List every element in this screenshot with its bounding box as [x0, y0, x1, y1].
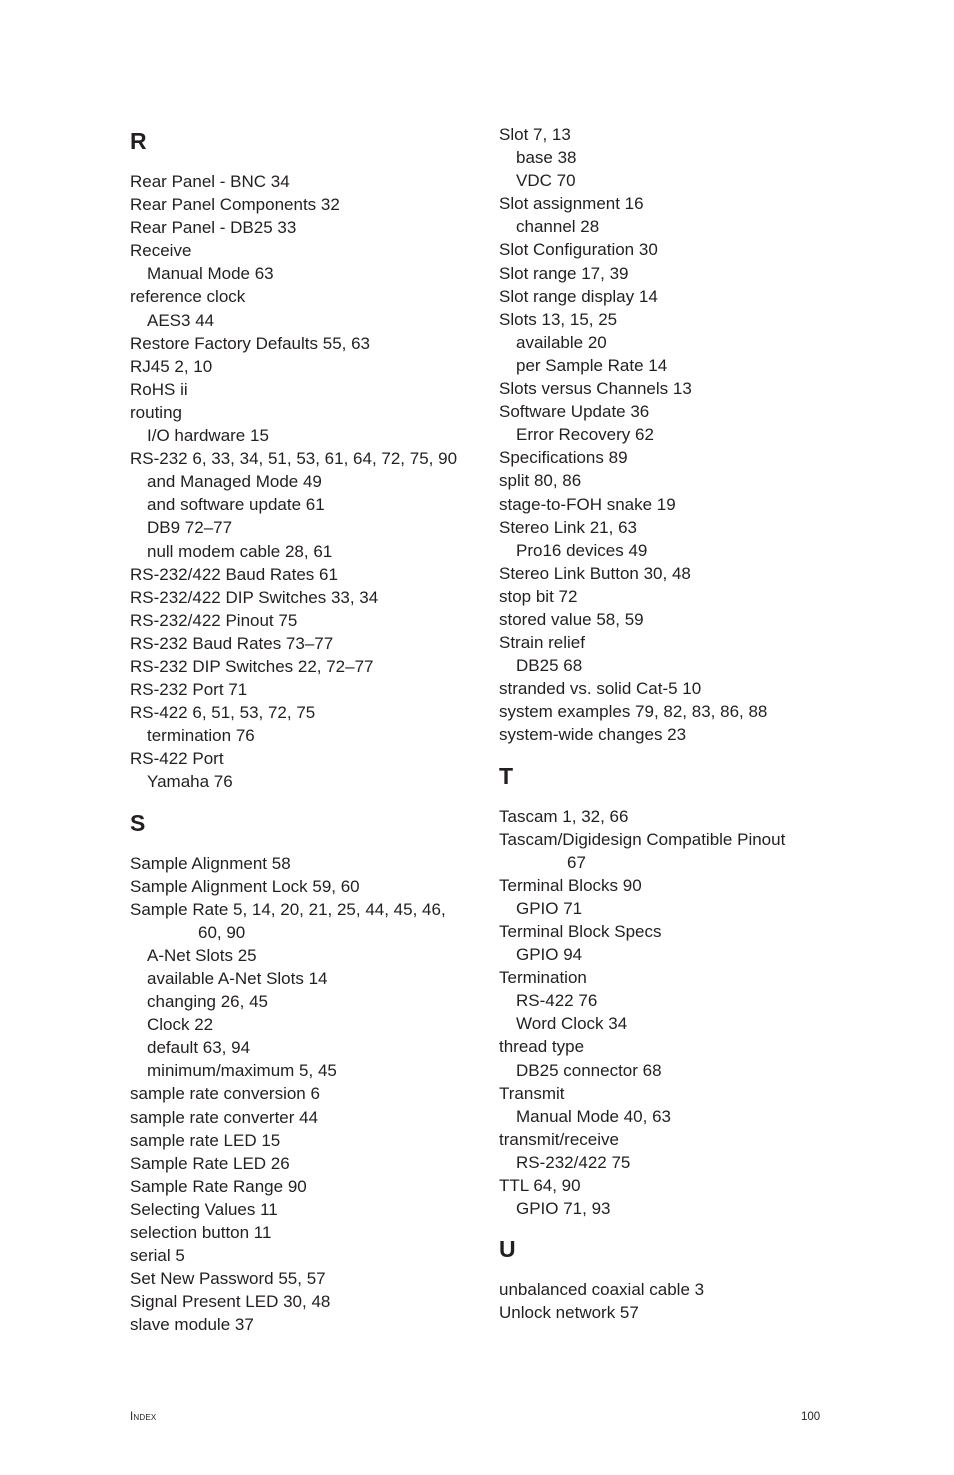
index-entry: Restore Factory Defaults 55, 63 [130, 333, 371, 353]
index-entry: transmit/receive [499, 1129, 619, 1149]
index-entry: Tascam 1, 32, 66 [499, 806, 629, 826]
index-subentry: minimum/maximum 5, 45 [147, 1061, 337, 1081]
index-entry: system examples 79, 82, 83, 86, 88 [499, 702, 768, 722]
index-subentry: RS-422 76 [516, 991, 598, 1011]
index-subentry: Clock 22 [147, 1015, 214, 1035]
index-entry: stranded vs. solid Cat-5 10 [499, 679, 702, 699]
index-subentry: default 63, 94 [147, 1038, 251, 1058]
index-entry: Sample Rate LED 26 [130, 1153, 290, 1173]
index-entry: Slot range 17, 39 [499, 263, 629, 283]
index-entry: RS-232 Baud Rates 73–77 [130, 633, 334, 653]
index-entry: stage-to-FOH snake 19 [499, 494, 676, 514]
index-entry: serial 5 [130, 1246, 185, 1266]
index-entry: Slot assignment 16 [499, 194, 644, 214]
section-letter-heading: U [499, 1236, 516, 1263]
index-entry: system-wide changes 23 [499, 725, 687, 745]
index-subentry: channel 28 [516, 217, 600, 237]
index-entry: Transmit [499, 1083, 565, 1103]
index-entry: sample rate LED 15 [130, 1130, 281, 1150]
index-entry: RJ45 2, 10 [130, 356, 213, 376]
index-entry: Slots versus Channels 13 [499, 379, 692, 399]
index-entry: sample rate conversion 6 [130, 1084, 320, 1104]
index-entry: TTL 64, 90 [499, 1176, 581, 1196]
index-entry: Slot range display 14 [499, 286, 658, 306]
index-entry: Termination [499, 968, 587, 988]
index-column-left [130, 123, 490, 1337]
index-subentry: GPIO 71, 93 [516, 1199, 611, 1219]
index-subentry: Word Clock 34 [516, 1014, 628, 1034]
index-entry: Stereo Link 21, 63 [499, 517, 637, 537]
index-subentry: and software update 61 [147, 495, 325, 515]
index-entry: slave module 37 [130, 1315, 254, 1335]
index-entry: Slot Configuration 30 [499, 240, 658, 260]
index-subentry: DB25 68 [516, 656, 583, 676]
index-entry: Software Update 36 [499, 402, 650, 422]
index-entry: routing [130, 402, 182, 422]
index-subentry: available A-Net Slots 14 [147, 969, 328, 988]
index-entry: 60, 90 [198, 922, 246, 942]
index-subentry: base 38 [516, 148, 577, 168]
index-entry: split 80, 86 [499, 471, 582, 491]
index-entry: selection button 11 [130, 1223, 272, 1243]
index-entry: Receive [130, 241, 192, 261]
index-subentry: A-Net Slots 25 [147, 945, 257, 965]
index-entry: unbalanced coaxial cable 3 [499, 1280, 705, 1300]
index-entry: RS-232/422 DIP Switches 33, 34 [130, 587, 379, 607]
index-subentry: Manual Mode 63 [147, 264, 274, 284]
index-entry: stop bit 72 [499, 586, 578, 606]
index-section [130, 808, 490, 1337]
index-subentry: AES3 44 [147, 310, 215, 330]
index-section [130, 126, 490, 794]
index-subentry: null modem cable 28, 61 [147, 541, 333, 561]
index-entry: Terminal Blocks 90 [499, 875, 642, 895]
index-entry: Set New Password 55, 57 [130, 1269, 326, 1289]
index-column-right [499, 123, 829, 1324]
index-entry: sample rate converter 44 [130, 1107, 319, 1127]
index-entry: Slots 13, 15, 25 [499, 309, 618, 329]
index-subentry: I/O hardware 15 [147, 426, 269, 446]
index-entry: RS-232 6, 33, 34, 51, 53, 61, 64, 72, 75, 90 [130, 449, 458, 469]
index-subentry: RS-232/422 75 [516, 1152, 631, 1172]
index-entry: Unlock network 57 [499, 1303, 639, 1323]
page-number: 100 [801, 1411, 821, 1423]
index-subentry: DB9 72–77 [147, 518, 233, 538]
index-subentry: VDC 70 [516, 171, 576, 191]
index-subentry: Error Recovery 62 [516, 425, 654, 445]
section-letter-heading: T [499, 762, 514, 789]
index-entry: Sample Alignment Lock 59, 60 [130, 876, 360, 896]
index-entry: RS-232 Port 71 [130, 680, 248, 700]
index-subentry: per Sample Rate 14 [516, 355, 668, 375]
index-entry: Tascam/Digidesign Compatible Pinout [499, 829, 786, 849]
index-entry: Strain relief [499, 633, 585, 653]
index-subentry: available 20 [516, 332, 607, 352]
index-entry: Rear Panel - BNC 34 [130, 172, 290, 191]
index-entry: Slot 7, 13 [499, 125, 571, 144]
footer-section-label: Index [130, 1411, 157, 1423]
index-entry: thread type [499, 1037, 585, 1057]
index-entry: Rear Panel Components 32 [130, 195, 340, 215]
index-entry: stored value 58, 59 [499, 609, 644, 629]
index-subentry: Pro16 devices 49 [516, 540, 648, 560]
index-subentry: termination 76 [147, 726, 255, 746]
index-entry: Sample Alignment 58 [130, 853, 291, 873]
index-entry: 67 [567, 852, 586, 872]
index-section [499, 761, 829, 1221]
section-letter-heading: R [130, 128, 147, 154]
index-entry: Rear Panel - DB25 33 [130, 218, 297, 238]
index-subentry: DB25 connector 68 [516, 1060, 662, 1080]
index-subentry: GPIO 94 [516, 945, 583, 965]
index-entry: Sample Rate 5, 14, 20, 21, 25, 44, 45, 46, [130, 899, 446, 919]
index-entry: Specifications 89 [499, 448, 628, 468]
index-subentry: and Managed Mode 49 [147, 472, 322, 492]
index-subentry: Manual Mode 40, 63 [516, 1106, 671, 1126]
index-section [499, 123, 829, 747]
index-section [499, 1234, 829, 1324]
index-subentry: changing 26, 45 [147, 992, 268, 1012]
index-subentry: Yamaha 76 [147, 772, 233, 792]
index-entry: Sample Rate Range 90 [130, 1176, 307, 1196]
index-entry: Terminal Block Specs [499, 922, 662, 941]
index-entry: Stereo Link Button 30, 48 [499, 563, 691, 583]
index-entry: RoHS ii [130, 379, 188, 399]
index-entry: Signal Present LED 30, 48 [130, 1292, 331, 1312]
index-entry: Selecting Values 11 [130, 1199, 278, 1219]
index-entry: RS-422 6, 51, 53, 72, 75 [130, 703, 316, 723]
index-entry: reference clock [130, 287, 246, 307]
index-entry: RS-232 DIP Switches 22, 72–77 [130, 656, 374, 676]
index-subentry: GPIO 71 [516, 898, 583, 918]
section-letter-heading: S [130, 809, 146, 836]
index-entry: RS-232/422 Baud Rates 61 [130, 564, 338, 584]
index-entry: RS-232/422 Pinout 75 [130, 610, 298, 630]
index-entry: RS-422 Port [130, 749, 224, 769]
